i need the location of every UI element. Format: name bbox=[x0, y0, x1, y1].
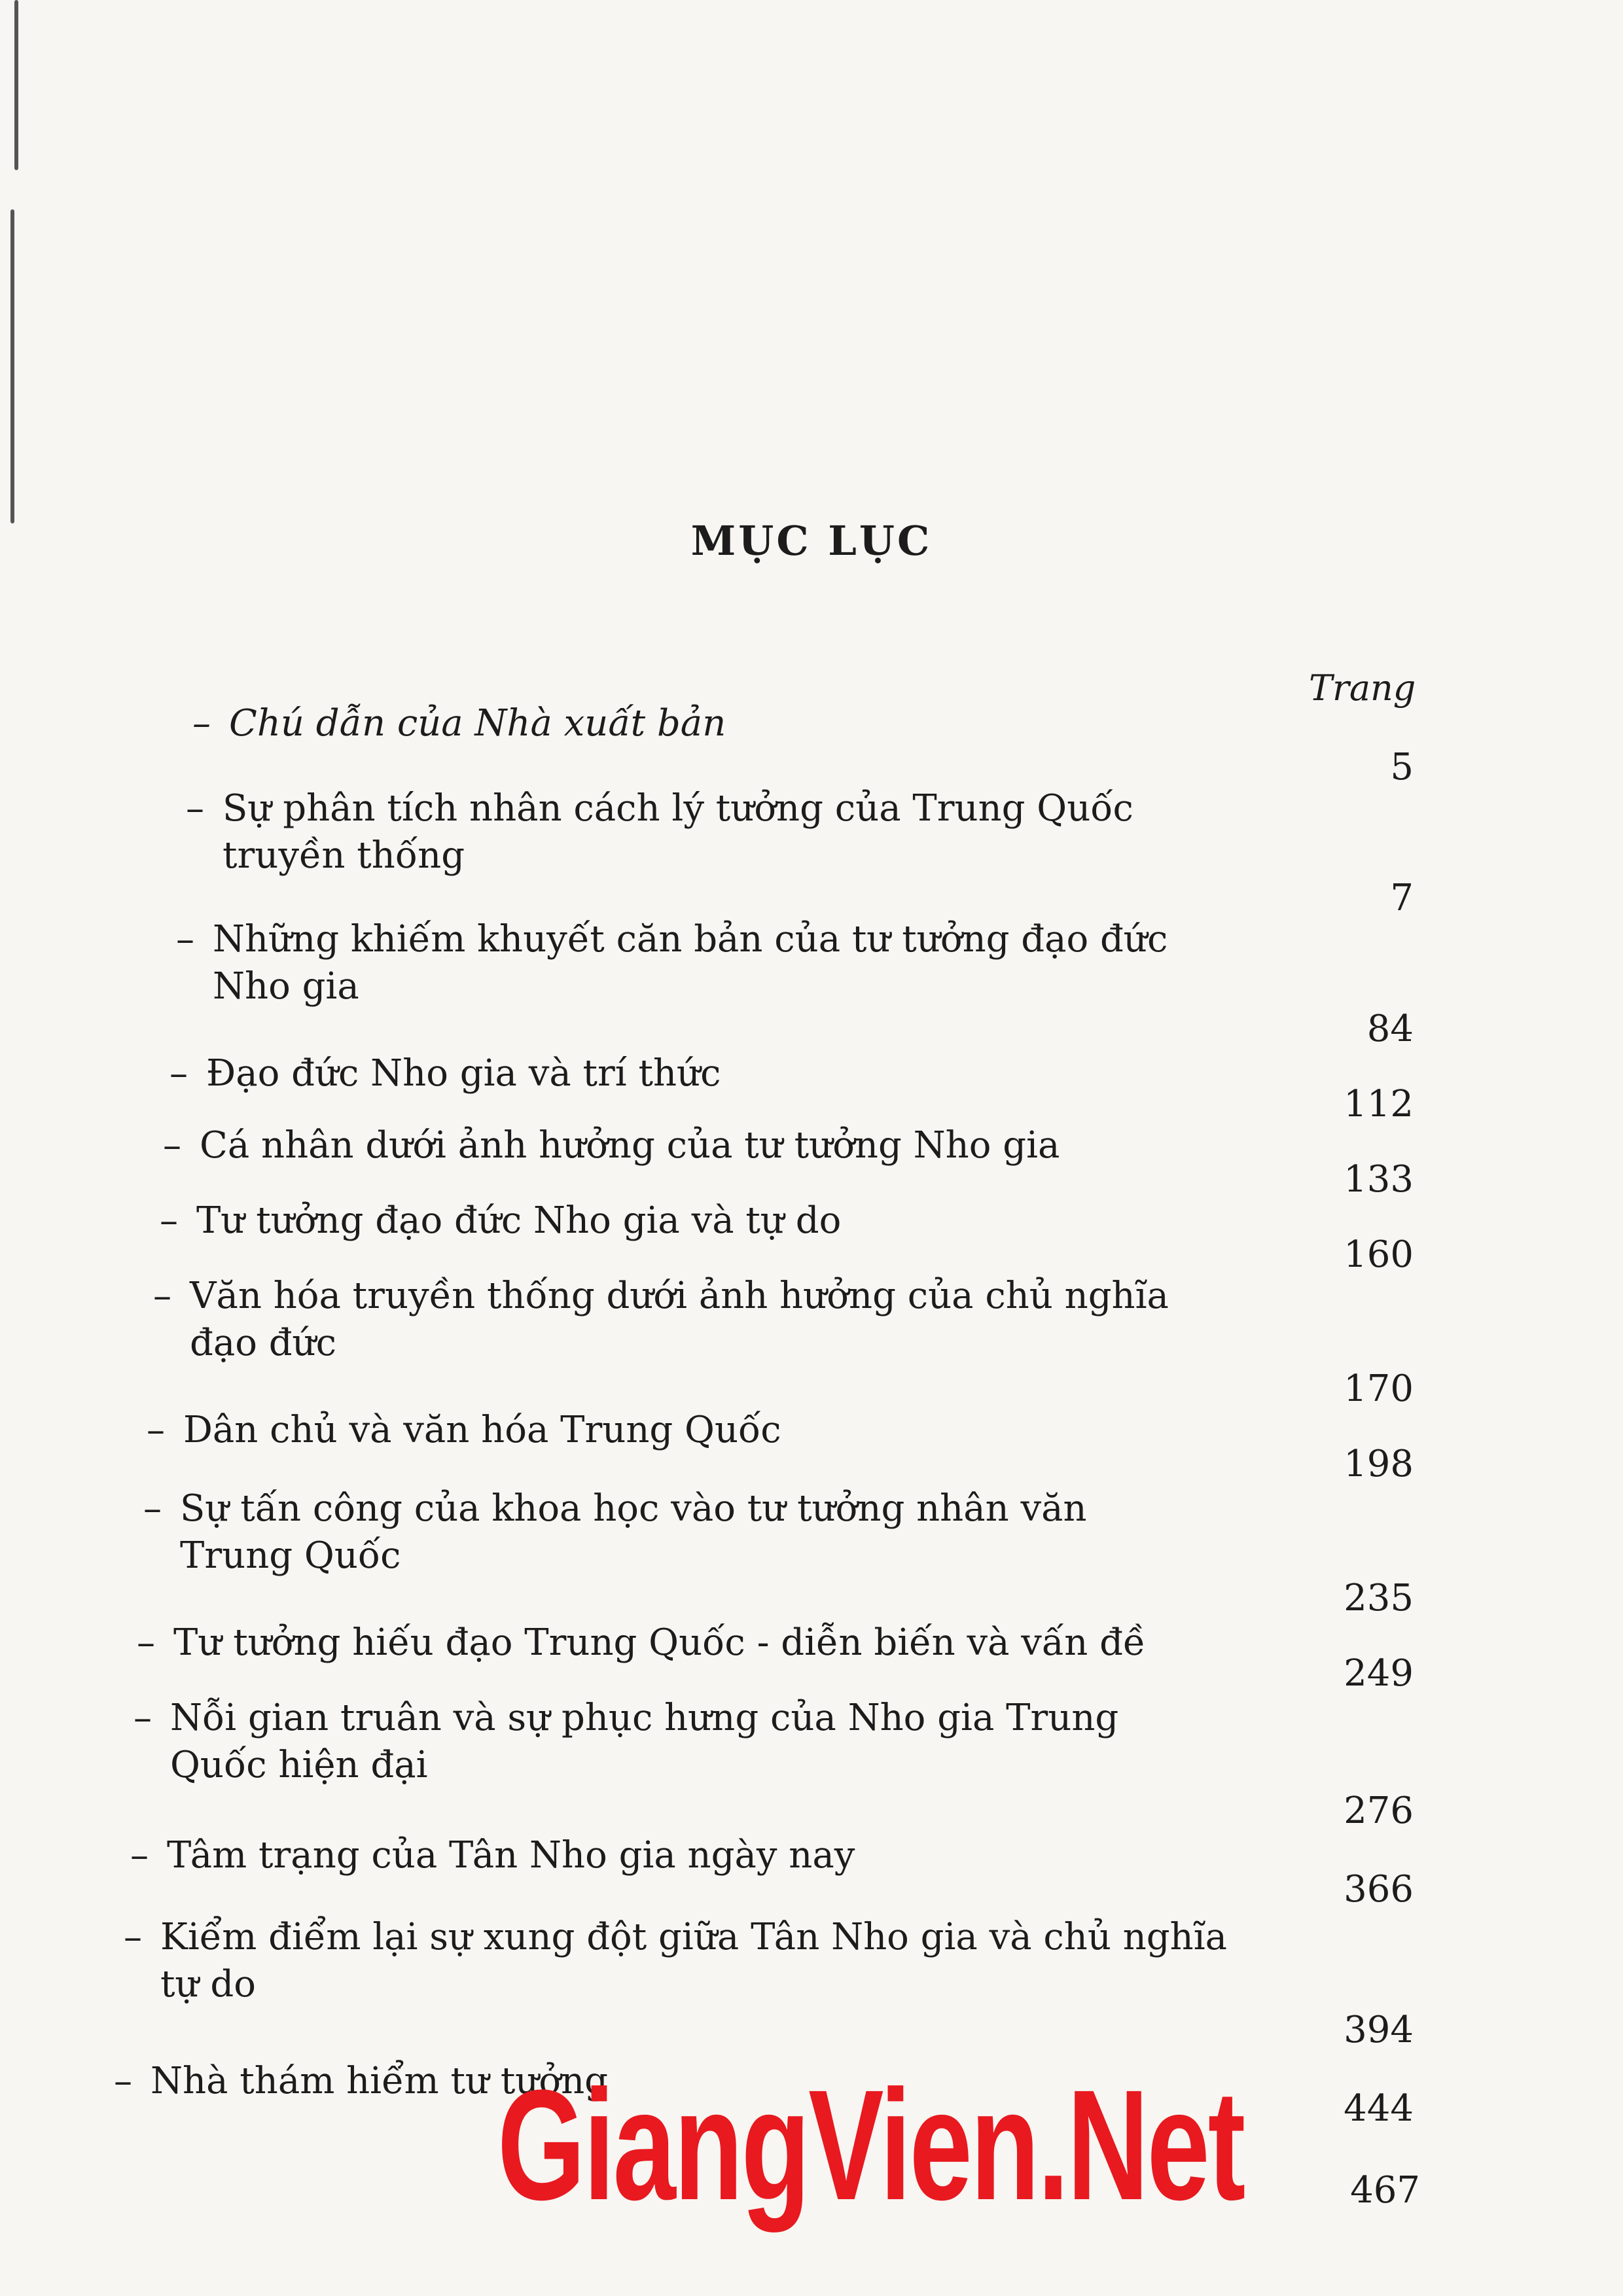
toc-entry-page: 160 bbox=[1344, 1233, 1414, 1276]
toc-entry bbox=[169, 1050, 1214, 1097]
toc-entry-title: Kiểm điểm lại sự xung đột giữa Tân Nho gia và chủ nghĩa tự do bbox=[160, 1916, 1227, 2005]
toc-entry bbox=[192, 700, 1211, 747]
toc-entry bbox=[143, 1485, 1188, 1580]
toc-entry-title: Sự tấn công của khoa học vào tư tưởng nhân văn Trung Quốc bbox=[180, 1487, 1087, 1577]
list-bullet: – bbox=[114, 2060, 132, 2102]
list-bullet: – bbox=[186, 787, 204, 830]
toc-entry-title: Nhà thám hiểm tư tưởng bbox=[151, 2060, 609, 2102]
toc-entry-page: 7 bbox=[1390, 877, 1414, 919]
toc-entry-title: Tư tưởng đạo đức Nho gia và tự do bbox=[196, 1199, 842, 1242]
page-title: MỤC LỤC bbox=[690, 517, 933, 565]
list-bullet: – bbox=[176, 918, 194, 961]
toc-entry bbox=[147, 1407, 1230, 1454]
toc-entry bbox=[130, 1832, 1240, 1879]
toc-entry bbox=[186, 785, 1204, 879]
page-column-label: Trang bbox=[1309, 667, 1416, 709]
toc-entry bbox=[160, 1197, 1217, 1245]
toc-entry-title: Chú dẫn của Nhà xuất bản bbox=[229, 702, 726, 745]
list-bullet: – bbox=[169, 1052, 188, 1095]
toc-entry bbox=[137, 1619, 1247, 1667]
toc-entry bbox=[163, 1122, 1221, 1169]
toc-entry-page: 467 bbox=[1350, 2169, 1420, 2212]
list-bullet: – bbox=[130, 1834, 149, 1877]
toc-entry-title: Nỗi gian truân và sự phục hưng của Nho gia Trung Quốc hiện đại bbox=[170, 1697, 1119, 1786]
toc-entry-title: Đạo đức Nho gia và trí thức bbox=[206, 1052, 721, 1095]
list-bullet: – bbox=[137, 1621, 155, 1664]
toc-entry bbox=[124, 1914, 1247, 2008]
toc-entry bbox=[153, 1273, 1237, 1367]
toc-entry-page: 133 bbox=[1344, 1158, 1414, 1201]
toc-entry-title: Những khiếm khuyết căn bản của tư tưởng đạo đức Nho gia bbox=[213, 918, 1168, 1008]
toc-entry-title: Tâm trạng của Tân Nho gia ngày nay bbox=[167, 1834, 855, 1877]
list-bullet: – bbox=[153, 1275, 171, 1317]
toc-entry-page: 444 bbox=[1344, 2087, 1414, 2130]
list-bullet: – bbox=[147, 1409, 165, 1451]
list-bullet: – bbox=[163, 1124, 181, 1167]
toc-entry-page: 84 bbox=[1366, 1008, 1414, 1050]
toc-entry-page: 5 bbox=[1390, 746, 1414, 788]
toc-entry-page: 198 bbox=[1344, 1443, 1414, 1485]
toc-entry bbox=[176, 916, 1221, 1010]
list-bullet: – bbox=[134, 1697, 152, 1739]
toc-entry-page: 235 bbox=[1344, 1577, 1414, 1619]
toc-entry-page: 366 bbox=[1344, 1868, 1414, 1911]
toc-entry-page: 276 bbox=[1344, 1790, 1414, 1832]
toc-entry-page: 249 bbox=[1344, 1652, 1414, 1695]
list-bullet: – bbox=[143, 1487, 162, 1530]
toc-entry-title: Tư tưởng hiếu đạo Trung Quốc - diễn biến và vấn đề bbox=[173, 1621, 1146, 1664]
toc-entry-title: Văn hóa truyền thống dưới ảnh hưởng của chủ nghĩa đạo đức bbox=[190, 1275, 1169, 1364]
toc-entry-page: 170 bbox=[1344, 1368, 1414, 1410]
list-bullet: – bbox=[192, 702, 211, 745]
toc-entry-title: Sự phân tích nhân cách lý tưởng của Trung Quốc truyền thống bbox=[223, 787, 1133, 877]
toc-entry-page: 112 bbox=[1344, 1083, 1414, 1125]
toc-entry-title: Cá nhân dưới ảnh hưởng của tư tưởng Nho gia bbox=[200, 1124, 1060, 1167]
toc-entry bbox=[134, 1695, 1217, 1789]
list-bullet: – bbox=[160, 1199, 178, 1242]
list-bullet: – bbox=[124, 1916, 142, 1958]
watermark-logo: GiangVien.Net bbox=[497, 2057, 1244, 2233]
toc-entry-title: Dân chủ và văn hóa Trung Quốc bbox=[183, 1409, 781, 1451]
toc-entry-page: 394 bbox=[1344, 2009, 1414, 2051]
